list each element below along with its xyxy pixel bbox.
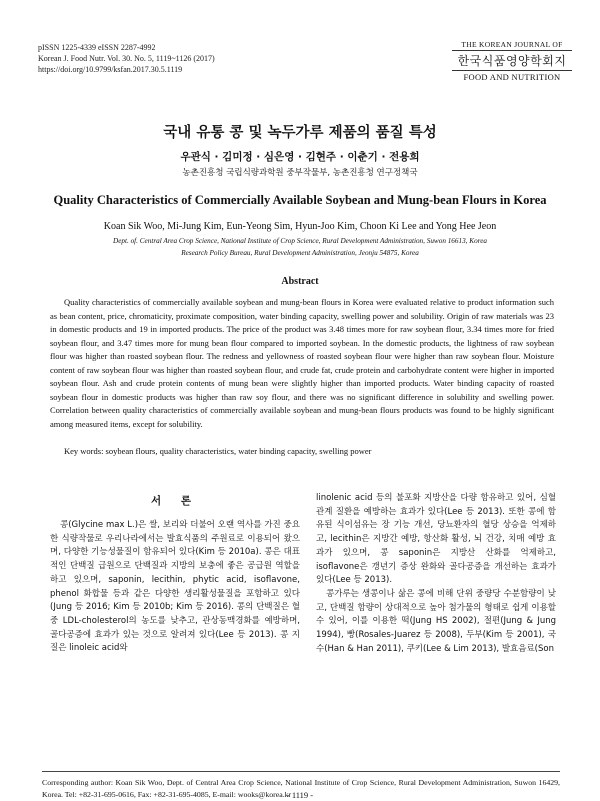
citation-block — [38, 42, 215, 75]
citation-line: Korean J. Food Nutr. Vol. 30. No. 5, 1119~1126 (2017) — [38, 54, 215, 63]
section-heading-introduction: 서 론 — [151, 495, 199, 507]
journal-name-en-top: THE KOREAN JOURNAL OF — [452, 40, 572, 51]
keywords: Key words: soybean flours, quality characteristics, water binding capacity, swelling power — [64, 446, 372, 456]
body-right-column — [316, 492, 556, 656]
intro-paragraph-1: 콩(Glycine max L.)은 쌀, 보리와 더불어 오랜 역사를 가진 중요한 식량작물로 우리나라에서는 발효식품의 주원료로 이용되어 왔으며, 다양한 기능성물질이 함유되어 있다(Kim 등 2010a). 콩은 대표적인 단백질 급원으로 단백질과 지방의 보충에 좋은 공급원 역할을 하고 있으며, saponin, lecithin, phytic acid, isoflavone, phenol 화합물 등과 같은 다양한 생리활성물질을 포함하고 있다(Jung 등 2016; Kim 등 2010b; Kim 등 2016). 콩의 단백질은 혈중 LDL-cholesterol의 농도를 낮추고, 관상동맥경화를 예방하며, 골다공증에 효과가 있는 것으로 알려져 있다(Lee 등 2013). 콩 지질은 linoleic acid와 — [50, 520, 300, 654]
journal-name-en-bottom: FOOD AND NUTRITION — [452, 70, 572, 82]
footnote-divider — [42, 771, 560, 772]
corresponding-author-footnote: Corresponding author: Koan Sik Woo, Dept. of Central Area Crop Science, National Institute of Crop Science, Rural Development Administration, Suwon 16429, Korea. Tel: +82-31-695-0616, Fax: +82-31-695-4085, E-mail: wooks@korea.kr — [42, 778, 560, 799]
english-authors: Koan Sik Woo, Mi-Jung Kim, Eun-Yeong Sim, Hyun-Joo Kim, Choon Ki Lee and Yong Hee Jeon — [103, 221, 497, 232]
page-number: - 1119 - — [286, 790, 314, 800]
doi-link[interactable]: https://doi.org/10.9799/ksfan.2017.30.5.1119 — [38, 65, 183, 74]
abstract-heading: Abstract — [281, 276, 319, 287]
korean-authors: 우관식 · 김미정 · 심은영 · 김현주 · 이춘기 · 전용희 — [180, 151, 420, 163]
english-title: Quality Characteristics of Commercially Available Soybean and Mung-bean Flours in Korea — [53, 193, 547, 207]
english-affiliation-2: Research Policy Bureau, Rural Development Administration, Jeonju 54875, Korea — [181, 249, 419, 257]
korean-title: 국내 유통 콩 및 녹두가루 제품의 품질 특성 — [163, 125, 437, 141]
intro-paragraph-2: 콩가루는 생콩이나 삶은 콩에 비해 단위 중량당 수분함량이 낮고, 단백질 함량이 상대적으로 높아 첨가물의 형태로 쉽게 이용할 수 있어, 이를 이용한 떡(Jung HS 2002), 절편(Jung & Jung 1994), 빵(Rosales-Juarez 등 2008), 두부(Kim 등 2001), 국수(Han & Han 2011), 쿠키(Lee & Lim 2013), 발효음료(Son — [316, 588, 556, 654]
journal-name-kr: 한국식품영양학회지 — [457, 54, 567, 68]
abstract-text: Quality characteristics of commercially available soybean and mung-bean flours in Korea were evaluated relative to product information such as bean content, price, chromaticity, proximate composition, water binding capacity, swelling power and solubility. Origin of raw materials was 23 in domestic products and 19 in imported products. The price of the product was 3.48 times more for raw soybean flour, 3.34 times more for fried soybean flour, and 3.47 times more for mung bean flour compared to imported soybean. In the domestic products, the lightness of raw soybean flour was higher than roasted soybean flour. The redness and yellowness of roasted soybean flour were higher than raw soybean flour. Moisture content of raw soybean flour was higher than roasted soybean flour, and crude fat, crude protein and carbohydrate content were higher in imported soybean flour. Ash and crude protein contents of mung bean were slightly higher than imported products. Water binding capacity of roasted soybean flour in domestic products was higher than raw soy flour, and there was no significant difference in solubility and swelling power. Correlation between quality characteristics of commercially available soybean and mung-bean flours products was found to be highly significant among measured items, except for solubility. — [50, 297, 554, 429]
issn-line: pISSN 1225-4339 eISSN 2287-4992 — [38, 43, 156, 52]
korean-affiliation: 농촌진흥청 국립식량과학원 중부작물부, 농촌진흥청 연구정책국 — [182, 168, 418, 178]
journal-logo — [452, 40, 572, 82]
english-affiliation-1: Dept. of. Central Area Crop Science, National Institute of Crop Science, Rural Development Administration, Suwon 16613, Korea — [113, 237, 487, 245]
body-left-column — [50, 519, 300, 656]
intro-paragraph-1-cont: linolenic acid 등의 불포화 지방산을 다량 함유하고 있어, 심혈관계 질환을 예방하는 효과가 있다(Lee 등 2013). 또한 콩에 함유된 식이섬유는 장 기능 개선, 당뇨환자의 혈당 상승을 억제하고, lecithin은 지방간 예방, 항산화 활성, 뇌 건강, 치매 예방 효과가 있으며, 콩 saponin은 지방산 산화를 억제하고, isoflavone은 갱년기 증상 완화와 골다공증을 개선하는 효과가 있다(Lee 등 2013). — [316, 493, 556, 586]
